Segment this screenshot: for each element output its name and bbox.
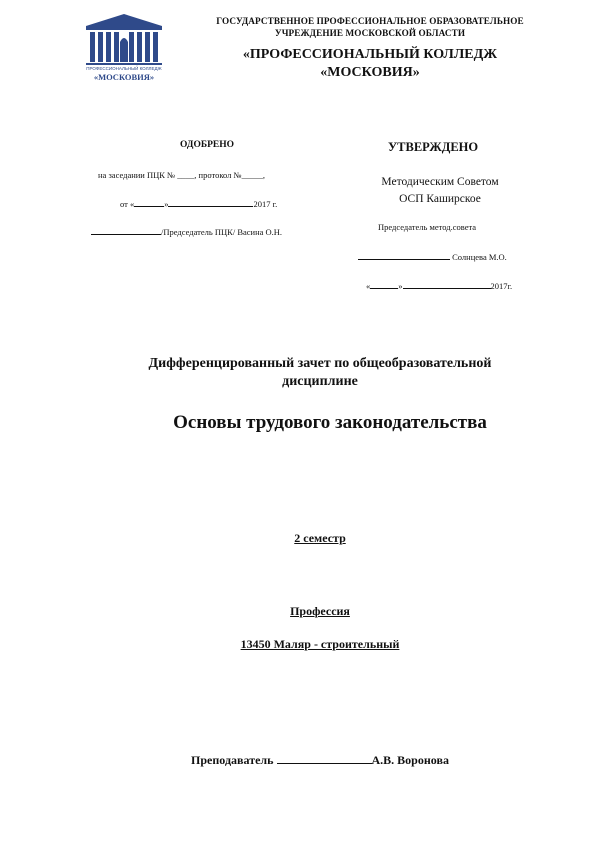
approval-right-line2: ОСП Каширское xyxy=(399,193,481,205)
teacher-signature-blank xyxy=(277,753,372,764)
profession-value: 13450 Маляр - строительный xyxy=(240,637,400,651)
month-blank xyxy=(168,197,253,207)
document-title xyxy=(110,355,530,391)
college-name-line-1: «ПРОФЕССИОНАЛЬНЫЙ КОЛЛЕДЖ xyxy=(242,47,498,62)
right-date-year: 2017г. xyxy=(490,281,513,291)
logo-caption: ПРОФЕССИОНАЛЬНЫЙ КОЛЛЕДЖ xyxy=(86,66,162,71)
date-prefix: от « xyxy=(120,199,135,209)
logo-name: «МОСКОВИЯ» xyxy=(93,72,155,82)
right-day-blank xyxy=(370,279,398,289)
approval-right-line3: Председатель метод.совета xyxy=(378,222,477,232)
profession-label: Профессия xyxy=(290,604,350,618)
chair-name: /Председатель ПЦК/ Васина О.Н. xyxy=(161,227,283,237)
teacher-line xyxy=(140,753,500,768)
subject-title: Основы трудового законодательства xyxy=(173,412,487,433)
org-line-1: ГОСУДАРСТВЕННОЕ ПРОФЕССИОНАЛЬНОЕ ОБРАЗОВАТЕЛЬНОЕ xyxy=(216,16,524,26)
day-blank xyxy=(134,197,164,207)
approval-left-line3 xyxy=(91,225,282,237)
title-line-2: дисциплине xyxy=(282,374,358,389)
semester: 2 семестр xyxy=(294,531,346,545)
signature-blank xyxy=(91,225,161,235)
approved-right-title: УТВЕРЖДЕНО xyxy=(388,140,479,154)
approval-right-line1: Методическим Советом xyxy=(381,176,499,188)
approval-right-line5 xyxy=(366,279,512,291)
teacher-name: А.В. Воронова xyxy=(371,753,449,767)
college-name-line-2: «МОСКОВИЯ» xyxy=(320,65,420,80)
approved-title: ОДОБРЕНО xyxy=(180,140,235,150)
approval-right-line4 xyxy=(358,250,507,262)
right-signature-blank xyxy=(358,250,450,260)
teacher-label: Преподаватель xyxy=(191,753,274,767)
right-date-quote: » xyxy=(398,281,403,291)
title-line-1: Дифференцированный зачет по общеобразовательной xyxy=(148,356,492,371)
approval-left-line2 xyxy=(120,197,277,209)
college-logo xyxy=(82,12,166,82)
right-chair-name: Солнцева М.О. xyxy=(452,252,507,262)
org-line-2: УЧРЕЖДЕНИЕ МОСКОВСКОЙ ОБЛАСТИ xyxy=(274,28,466,38)
date-year: 2017 г. xyxy=(253,199,278,209)
right-month-blank xyxy=(403,279,491,289)
right-date-prefix: « xyxy=(366,281,371,291)
approval-left-line1: на заседании ПЦК № ____, протокол №_____, xyxy=(98,170,266,180)
date-quote: » xyxy=(164,199,169,209)
